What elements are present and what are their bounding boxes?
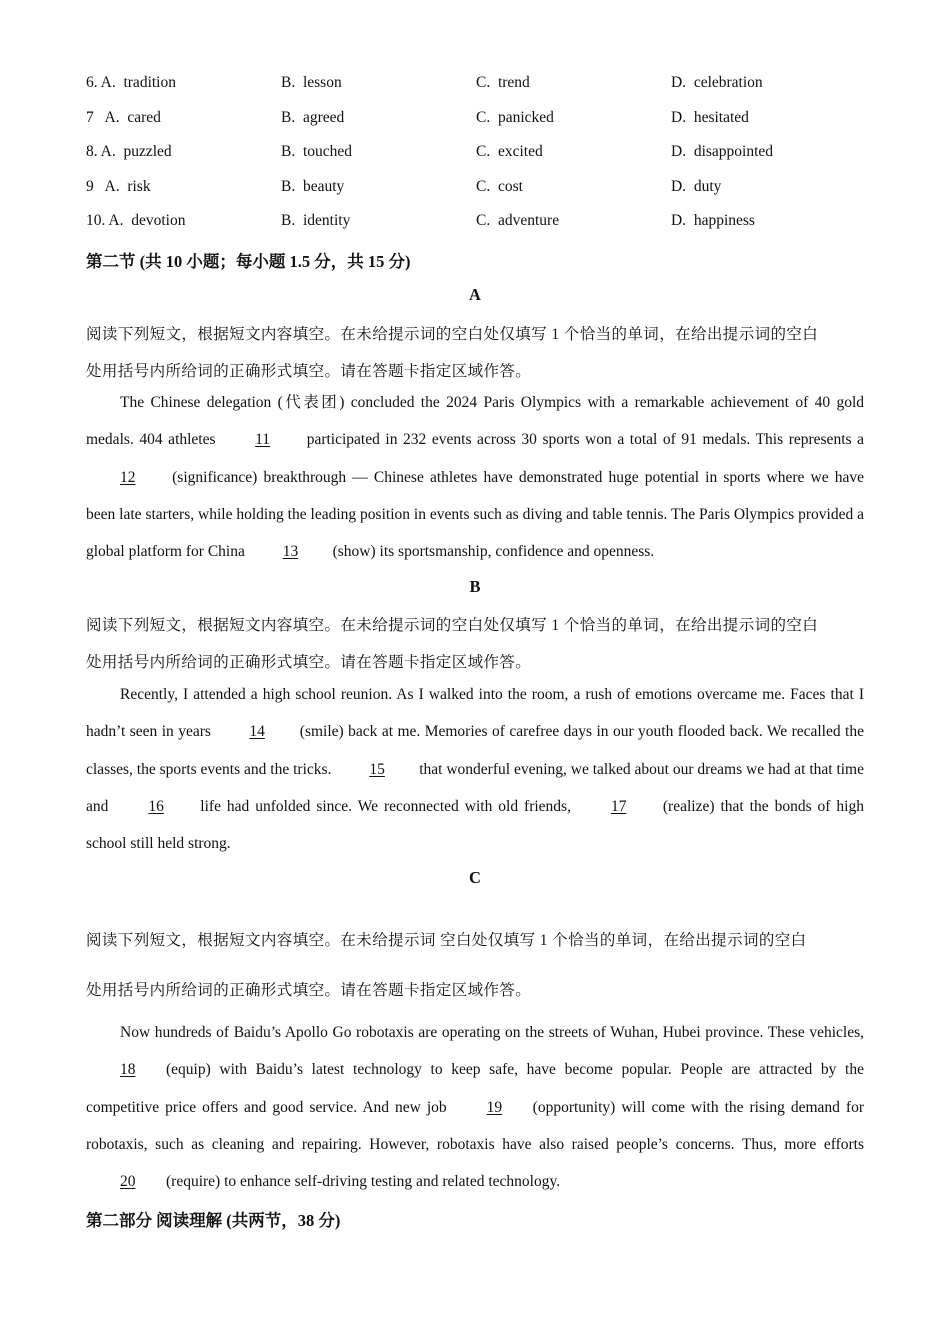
section-2-title: 第二节 (共 10 小题；每小题 1.5 分，共 15 分) (86, 252, 411, 271)
blank-20[interactable]: 20 (120, 1173, 136, 1191)
instruction-c-line2: 处用括号内所给词的正确形式填空。请在答题卡指定区域作答。 (86, 982, 532, 999)
option-a: devotion (131, 212, 186, 230)
option-b: B. beauty (281, 177, 345, 195)
option-a: tradition (123, 74, 176, 91)
option-c: C. excited (476, 143, 543, 161)
option-d: D. disappointed (671, 143, 774, 161)
blank-16[interactable]: 16 (148, 797, 164, 815)
option-a: cared (127, 108, 161, 126)
option-b: B. agreed (281, 108, 345, 126)
passage-c-letter: C (469, 868, 481, 887)
option-d: D. hesitated (671, 108, 749, 126)
option-a: risk (127, 177, 151, 195)
option-d: D. happiness (671, 212, 755, 230)
instruction-b-line1: 阅读下列短文，根据短文内容填空。在未给提示词的空白处仅填写 1 个恰当的单词，在给出提示词的空白 (86, 617, 819, 634)
option-c: C. adventure (476, 212, 560, 230)
option-c: C. panicked (476, 108, 554, 126)
blank-15[interactable]: 15 (369, 760, 385, 778)
option-c: C. trend (476, 74, 530, 91)
blank-14[interactable]: 14 (249, 723, 265, 741)
instruction-b-line2: 处用括号内所给词的正确形式填空。请在答题卡指定区域作答。 (86, 654, 532, 671)
option-a: puzzled (123, 143, 172, 161)
blank-12[interactable]: 12 (120, 468, 136, 486)
passage-a-text: The Chinese delegation (代表团) concluded the 2024 Paris Olympics with a remarkable achievement of 40 gold medals. 404 athletes 11 participated in 232 events across 30 sports won a total of 91 medals. This represents a 12 (significance) breakthrough — Chinese athletes have demonstrated huge potential in sports where we have been late starters, while holding the leading position in events such as diving and table tennis. The Paris Olympics provided a global platform for China 13 (show) its sportsmanship, confidence and openness. (86, 384, 864, 570)
blank-13[interactable]: 13 (282, 543, 299, 561)
question-number: 10. A. (86, 212, 124, 230)
passage-a-letter: A (469, 285, 481, 304)
blank-18[interactable]: 18 (120, 1061, 136, 1079)
passage-c-text: Now hundreds of Baidu’s Apollo Go robotaxis are operating on the streets of Wuhan, Hubei province. These vehicles, 18 (equip) with Baidu’s latest technology to keep safe, have become popular. People are attracted by the competitive price offers and good service. And new job 19 (opportunity) will come with the rising demand for robotaxis, such as cleaning and repairing. However, robotaxis have also raised people’s concerns. Thus, more efforts20 (require) to enhance self-driving testing and related technology. (86, 1014, 864, 1200)
option-row (86, 212, 866, 247)
instruction-a-line2: 处用括号内所给词的正确形式填空。请在答题卡指定区域作答。 (86, 363, 532, 380)
part-2-title: 第二部分 阅读理解 (共两节，38 分) (86, 1211, 341, 1230)
option-b: B. identity (281, 212, 351, 230)
option-d: D. celebration (671, 74, 763, 91)
question-number: 6. A. (86, 74, 116, 91)
passage-b-letter: B (469, 577, 481, 596)
option-row (86, 74, 866, 109)
option-b: B. lesson (281, 74, 342, 91)
option-b: B. touched (281, 143, 353, 161)
blank-17[interactable]: 17 (610, 797, 627, 815)
option-row (86, 109, 866, 144)
question-number: 8. A. (86, 143, 116, 161)
passage-b-text: Recently, I attended a high school reunion. As I walked into the room, a rush of emotions overcame me. Faces that I hadn’t seen in years 14 (smile) back at me. Memories of carefree days in our youth flooded back. We recalled the classes, the sports events and the tricks. 15 that wonderful evening, we talked about our dreams we had at that time and 16 life had unfolded since. We reconnected with old friends, 17 (realize) that the bonds of high school still held strong. (86, 686, 864, 853)
option-row (86, 178, 866, 213)
blank-11[interactable]: 11 (255, 431, 271, 449)
question-number: 9 A. (86, 177, 120, 195)
option-d: D. duty (671, 177, 722, 195)
blank-19[interactable]: 19 (486, 1098, 503, 1116)
instruction-a-line1: 阅读下列短文，根据短文内容填空。在未给提示词的空白处仅填写 1 个恰当的单词，在给出提示词的空白 (86, 326, 819, 343)
option-c: C. cost (476, 177, 523, 195)
option-list (86, 74, 866, 247)
question-number: 7 A. (86, 108, 120, 126)
option-row (86, 143, 866, 178)
instruction-c-line1: 阅读下列短文，根据短文内容填空。在未给提示词 空白处仅填写 1 个恰当的单词，在给出提示词的空白 (86, 932, 807, 949)
